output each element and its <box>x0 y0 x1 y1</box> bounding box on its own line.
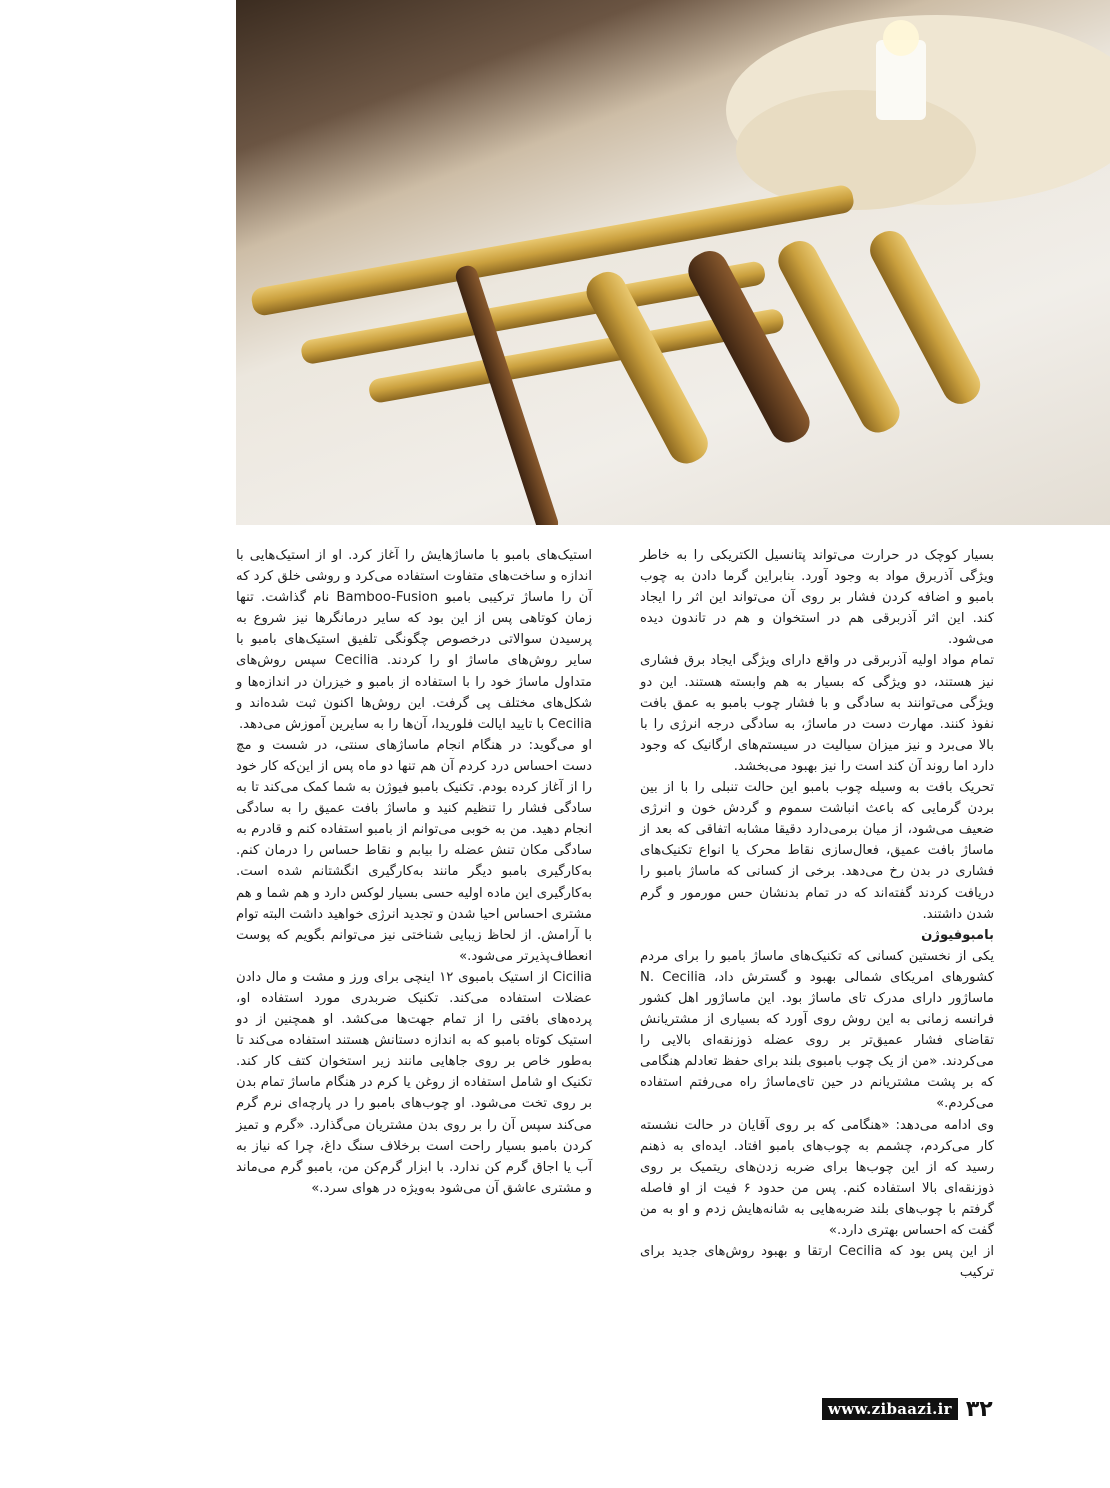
paragraph: تمام مواد اولیه آذربرقی در واقع دارای ویژگی ایجاد برق فشاری نیز هستند، دو ویژگی که بسیار به هم وابسته هستند. این دو ویژگی می‌توانند به سادگی و با فشار چوب بامبو به عمق بافت نفوذ کنند. مهارت دست در ماساژ، به سادگی درجه انرژی را با بالا می‌برد و نیز میزان سیالیت در سیستم‌های ارگانیک که وجود دارد اما روند آن کند است را نیز بهبود می‌بخشد. <box>640 653 994 774</box>
paragraph: تحریک بافت به وسیله چوب بامبو این حالت تنبلی را با از بین بردن گرمایی که باعث انباشت سموم و گردش خون و انرژی ضعیف می‌شود، از میان برمی‌دارد دقیقا مشابه اتفاقی که بعد از ماساژ بافت عمیق، فعال‌سازی نقاط محرک یا انواع تکنیک‌های فشاری در بدن رخ می‌دهد. برخی از کسانی که ماساژ بامبو را دریافت کردند گفته‌اند که در تمام بدنشان حس مورمور و گرم شدن داشتند. <box>640 780 994 922</box>
paragraph: وی ادامه می‌دهد: «هنگامی که بر روی آقایان در حالت نشسته کار می‌کردم، چشمم به چوب‌های بامبو افتاد. ایده‌ای به ذهنم رسید که از این چوب‌ها برای ضربه زدن‌های ریتمیک بر روی ذوزنقه‌ای بالا استفاده کنم. پس من حدود ۶ فیت از او فاصله گرفتم با چوب‌های بلند ضربه‌هایی به شانه‌هایش زدم و او به من گفت که احساس بهتری دارد.» <box>640 1117 994 1238</box>
section-subheading: بامبوفیوژن <box>921 927 994 943</box>
page-number: ۳۲ <box>965 1396 993 1422</box>
paragraph: از این پس بود که Cecilia ارتقا و بهبود روش‌های جدید برای ترکیب <box>640 1244 994 1281</box>
paragraph: بسیار کوچک در حرارت می‌تواند پتانسیل الکتریکی را به خاطر ویژگی آذربرق مواد به وجود آورد. بنابراین گرما دادن به چوب بامبو و اضافه کردن فشار بر روی آن می‌تواند این اثر را ایجاد کند. این اثر آذربرقی هم در استخوان و هم در تاندون دیده می‌شود. <box>640 548 994 648</box>
paragraph: Cicilia از استیک بامبوی ۱۲ اینچی برای ورز و مشت و مال دادن عضلات استفاده می‌کند. تکنیک ضربدری مورد استفاده او، پرده‌های بافتی را از تمام جهت‌ها می‌کشد. او همچنین از دو استیک کوتاه بامبو که به اندازه دستانش هستند استفاده می‌کند تا به‌طور خاص بر روی جاهایی مانند زیر استخوان کتف کار کند. تکنیک او شامل استفاده از روغن یا کرم در هنگام ماساژ تمام بدن بر روی تخت می‌شود. او چوب‌های بامبو را در پارچه‌ای نرم گرم می‌کند سپس آن را بر روی بدن مشتریان می‌گذارد. «گرم و تمیز کردن بامبو بسیار راحت است برخلاف سنگ داغ، چرا که نیاز به آب یا اجاق گرم کن ندارد. با ابزار گرم‌کن من، بامبو گرم می‌ماند و مشتری عاشق آن می‌شود به‌ویژه در هوای سرد.» <box>236 969 592 1196</box>
website-link[interactable]: www.zibaazi.ir <box>822 1398 958 1420</box>
bamboo-sticks-photo <box>236 0 1110 525</box>
paragraph: یکی از نخستین کسانی که تکنیک‌های ماساژ بامبو را برای مردم کشورهای امریکای شمالی بهبود و گسترش داد، N. Cecilia ماساژور دارای مدرک تای ماساژ بود. این ماساژور اهل کشور فرانسه زمانی به این روش روی آورد که بسیاری از مشتریانش تقاضای فشار عمیق‌تر بر روی عضله ذوزنقه‌ای بالایی را می‌کردند. «من از یک چوب بامبوی بلند برای حفظ تعادلم هنگامی که بر پشت مشتریانم در حین تای‌ماساژ راه می‌رفتم استفاده می‌کردم.» <box>640 948 994 1112</box>
article-column-right <box>640 545 994 1283</box>
article-column-left <box>236 545 592 1199</box>
paragraph: او می‌گوید: در هنگام انجام ماساژهای سنتی، در شست و مچ دست احساس درد کردم آن هم تنها دو ماه پس از این‌که کار خود را از آغاز کرده بودم. تکنیک بامبو فیوژن به شما کمک می‌کند تا به سادگی فشار را تنظیم کنید و ماساژ بافت عمیق را به سادگی انجام دهید. من به خوبی می‌توانم از بامبو استفاده کنم و قادرم به سادگی مکان تنش عضله را بیابم و نقاط حساس را درمان کنم. به‌کارگیری بامبو دیگر مانند به‌کارگیری انگشتانم شده است. به‌کارگیری این ماده اولیه حسی بسیار لوکس دارد و هم شما و هم مشتری احساس احیا شدن و تجدید انرژی خواهید داشت البته توام با آرامش. از لحاظ زیبایی شناختی نیز می‌توانم بگویم که پوست انعطاف‌پذیرتر می‌شود.» <box>236 737 592 964</box>
page-footer <box>822 1395 993 1423</box>
paragraph: استیک‌های بامبو با ماساژهایش را آغاز کرد. او از استیک‌هایی با اندازه و ساخت‌های متفاوت استفاده می‌کرد و روشی خلق کرد که آن را ماساژ ترکیبی بامبو Bamboo-Fusion نام گذاشت. تنها زمان کوتاهی پس از این بود که سایر درمانگرها نیز شروع به پرسیدن سوالاتی درخصوص چگونگی تلفیق استیک‌های بامبو با سایر روش‌های ماساژ او را کردند. Cecilia سپس روش‌های متداول ماساژ خود را با استفاده از بامبو و خیزران در اندازه‌ها و شکل‌های مختلف پی گرفت. این روش‌ها اکنون ثبت شده‌اند و Cecilia با تایید ایالت فلوریدا، آن‌ها را به سایرین آموزش می‌دهد. <box>236 548 592 732</box>
